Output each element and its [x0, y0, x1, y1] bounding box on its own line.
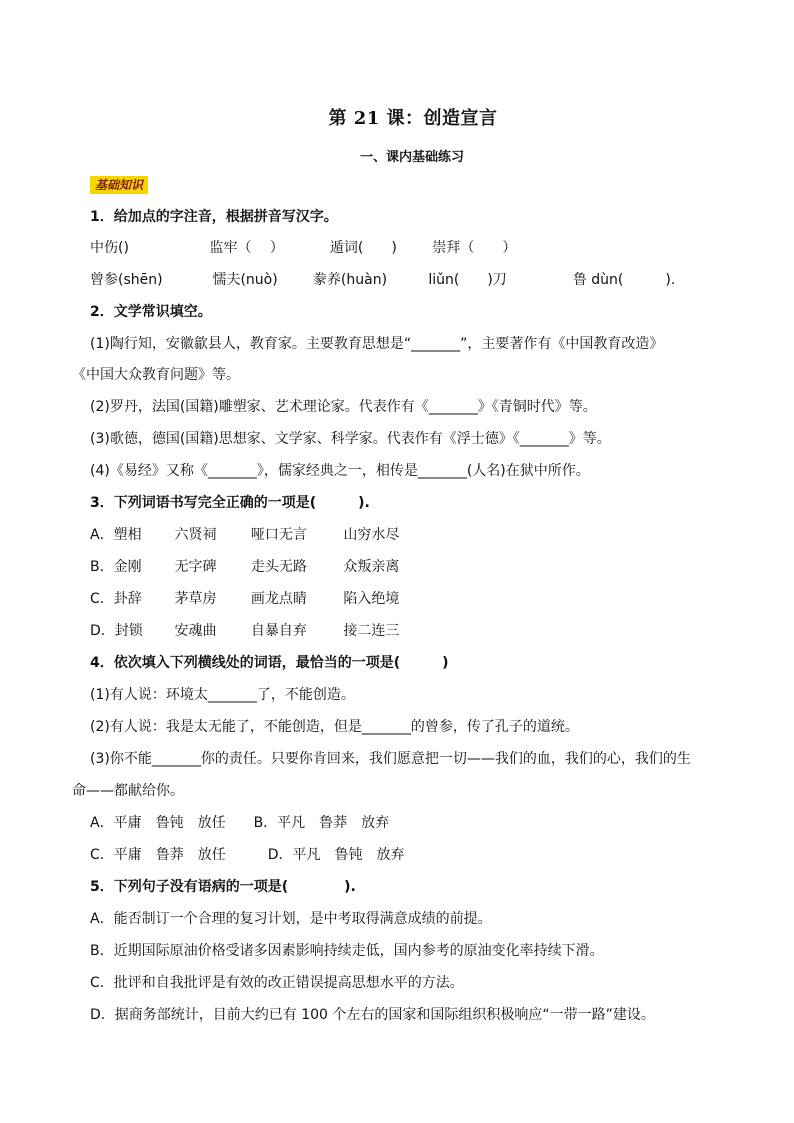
question-5-option-d: D．据商务部统计，目前大约已有 100 个左右的国家和国际组织积极响应“一带一路”建设。	[90, 1007, 655, 1023]
q1-word: 懦夫(nuò)	[212, 272, 278, 288]
question-3-stem: 3．下列词语书写完全正确的一项是( ).	[90, 495, 370, 511]
question-1-stem: 1．给加点的字注音，根据拼音写汉字。	[90, 209, 338, 225]
option-word: A．塑相	[90, 527, 142, 543]
question-4-item-3-cont: 命——都献给你。	[72, 783, 184, 799]
question-1-row-1	[90, 238, 516, 258]
question-5-option-a: A．能否制订一个合理的复习计划，是中考取得满意成绩的前提。	[90, 911, 492, 927]
question-3-option-a	[90, 525, 399, 545]
option-word: 山穷水尽	[343, 527, 400, 543]
option-word: 六贤祠	[174, 527, 217, 543]
option-word: C．卦辞	[90, 591, 142, 607]
option-word: 自暴自弃	[250, 623, 307, 639]
option-word: 画龙点睛	[250, 591, 307, 607]
option-word: 接二连三	[343, 623, 400, 639]
question-2-item-3: (3)歌德，德国(国籍)思想家、文学家、科学家。代表作有《浮士德》《_______》等。	[90, 431, 611, 447]
q1-word: 监牢（ ）	[209, 240, 284, 256]
q1-word: 豢养(huàn)	[312, 272, 388, 288]
question-4-item-2: (2)有人说：我是太无能了，不能创造，但是_______的曾参，传了孔子的道统。	[90, 719, 579, 735]
q1-word: 鲁 dùn( ).	[572, 272, 676, 288]
question-5-stem: 5．下列句子没有语病的一项是( ).	[90, 879, 356, 895]
q1-word: 曾参(shēn)	[90, 272, 163, 288]
question-3-option-c	[90, 589, 399, 609]
question-2-item-1-cont: 《中国大众教育问题》等。	[72, 367, 240, 383]
question-4-item-1: (1)有人说：环境太_______了，不能创造。	[90, 687, 355, 703]
page-title: 第 21 课：创造宣言	[328, 108, 498, 129]
question-2-stem: 2．文学常识填空。	[90, 304, 212, 320]
option-word: 众叛亲离	[343, 559, 400, 575]
question-1-row-2	[90, 270, 675, 290]
question-4-options-ab: A．平庸 鲁钝 放任 B．平凡 鲁莽 放弃	[90, 815, 390, 831]
question-4-options-cd: C．平庸 鲁莽 放任 D．平凡 鲁钝 放弃	[90, 847, 405, 863]
question-2-item-2: (2)罗丹，法国(国籍)雕塑家、艺术理论家。代表作有《_______》《青铜时代》等。	[90, 399, 597, 415]
option-word: D．封锁	[90, 623, 143, 639]
q1-word: 遁词( )	[329, 240, 397, 256]
q1-word: liǔn( )刀	[428, 272, 507, 288]
question-2-item-4: (4)《易经》又称《_______》，儒家经典之一，相传是_______(人名)在狱中所作。	[90, 463, 590, 479]
section-heading: 一、课内基础练习	[359, 150, 464, 165]
q1-word: 崇拜（ ）	[432, 240, 517, 256]
option-word: 无字碑	[174, 559, 217, 575]
question-4-item-3: (3)你不能_______你的责任。只要你肯回来，我们愿意把一切——我们的血，我们的心，我们的生	[90, 751, 691, 767]
basic-knowledge-badge: 基础知识	[90, 176, 148, 194]
option-word: 哑口无言	[250, 527, 307, 543]
q1-word: 中伤()	[90, 240, 129, 256]
option-word: B．金刚	[90, 559, 142, 575]
question-2-item-1: (1)陶行知，安徽歙县人，教育家。主要教育思想是“_______”，主要著作有《中国教育改造》	[90, 336, 664, 352]
question-4-stem: 4．依次填入下列横线处的词语，最恰当的一项是( )	[90, 655, 449, 671]
option-word: 走头无路	[250, 559, 307, 575]
question-5-option-c: C．批评和自我批评是有效的改正错误提高思想水平的方法。	[90, 975, 464, 991]
question-3-option-d	[90, 621, 399, 641]
question-5-option-b: B．近期国际原油价格受诸多因素影响持续走低，国内参考的原油变化率持续下滑。	[90, 943, 604, 959]
option-word: 安魂曲	[174, 623, 217, 639]
question-3-option-b	[90, 557, 399, 577]
option-word: 茅草房	[174, 591, 217, 607]
option-word: 陷入绝境	[343, 591, 400, 607]
